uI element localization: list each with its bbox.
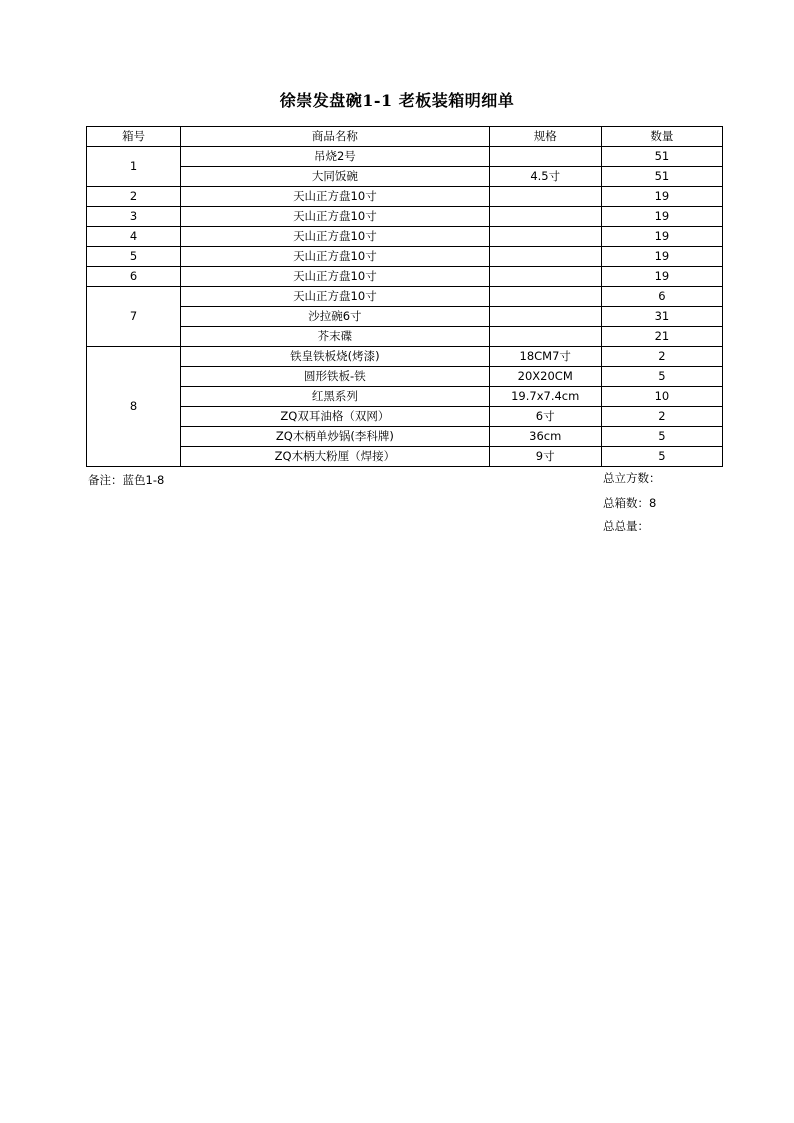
header-box-number: 箱号 xyxy=(87,127,181,147)
product-name-cell: 沙拉碗6寸 xyxy=(181,307,489,327)
table-row xyxy=(87,407,723,427)
box-number-cell: 6 xyxy=(87,267,181,287)
product-name-cell: 天山正方盘10寸 xyxy=(181,287,489,307)
product-name-cell: 天山正方盘10寸 xyxy=(181,267,489,287)
product-name-cell: ZQ双耳油格（双网） xyxy=(181,407,489,427)
table-row xyxy=(87,347,723,367)
quantity-cell: 2 xyxy=(601,407,722,427)
spec-cell xyxy=(489,187,601,207)
table-row xyxy=(87,167,723,187)
spec-cell xyxy=(489,147,601,167)
quantity-cell: 19 xyxy=(601,187,722,207)
spec-cell: 36cm xyxy=(489,427,601,447)
product-name-cell: 芥末碟 xyxy=(181,327,489,347)
header-quantity: 数量 xyxy=(601,127,722,147)
quantity-cell: 51 xyxy=(601,147,722,167)
table-row xyxy=(87,387,723,407)
box-number-cell: 4 xyxy=(87,227,181,247)
spec-cell: 19.7x7.4cm xyxy=(489,387,601,407)
quantity-cell: 5 xyxy=(601,367,722,387)
product-name-cell: 天山正方盘10寸 xyxy=(181,247,489,267)
document-title: 徐崇发盘碗1-1 老板装箱明细单 xyxy=(279,91,515,110)
quantity-cell: 31 xyxy=(601,307,722,327)
quantity-cell: 5 xyxy=(601,447,722,467)
quantity-cell: 19 xyxy=(601,207,722,227)
quantity-cell: 6 xyxy=(601,287,722,307)
product-name-cell: 天山正方盘10寸 xyxy=(181,227,489,247)
product-name-cell: 红黑系列 xyxy=(181,387,489,407)
total-boxes-line xyxy=(603,495,656,511)
spec-cell: 4.5寸 xyxy=(489,167,601,187)
quantity-cell: 19 xyxy=(601,247,722,267)
table-row xyxy=(87,227,723,247)
table-row xyxy=(87,267,723,287)
total-weight-label: 总总量： xyxy=(603,519,649,533)
product-name-cell: 大同饭碗 xyxy=(181,167,489,187)
total-boxes-value: 8 xyxy=(649,496,657,510)
total-volume-label: 总立方数： xyxy=(603,471,661,485)
spec-cell xyxy=(489,267,601,287)
box-number-cell: 8 xyxy=(87,347,181,467)
product-name-cell: 铁皇铁板烧(烤漆) xyxy=(181,347,489,367)
box-number-cell: 5 xyxy=(87,247,181,267)
box-number-cell: 3 xyxy=(87,207,181,227)
total-boxes-label: 总箱数： xyxy=(603,496,649,510)
box-number-cell: 7 xyxy=(87,287,181,347)
table-row xyxy=(87,147,723,167)
spec-cell: 9寸 xyxy=(489,447,601,467)
table-row xyxy=(87,187,723,207)
quantity-cell: 19 xyxy=(601,267,722,287)
spec-cell xyxy=(489,247,601,267)
header-spec: 规格 xyxy=(489,127,601,147)
table-row xyxy=(87,427,723,447)
packing-list-table xyxy=(86,126,723,467)
table-row xyxy=(87,247,723,267)
spec-cell: 18CM7寸 xyxy=(489,347,601,367)
spec-cell: 20X20CM xyxy=(489,367,601,387)
spec-cell: 6寸 xyxy=(489,407,601,427)
table-row xyxy=(87,207,723,227)
quantity-cell: 2 xyxy=(601,347,722,367)
box-number-cell: 2 xyxy=(87,187,181,207)
quantity-cell: 19 xyxy=(601,227,722,247)
spec-cell xyxy=(489,287,601,307)
product-name-cell: 吊烧2号 xyxy=(181,147,489,167)
quantity-cell: 5 xyxy=(601,427,722,447)
spec-cell xyxy=(489,207,601,227)
table-row xyxy=(87,327,723,347)
table-row xyxy=(87,367,723,387)
product-name-cell: 圆形铁板-铁 xyxy=(181,367,489,387)
table-row xyxy=(87,307,723,327)
remark-note: 备注：蓝色1-8 xyxy=(88,473,165,487)
product-name-cell: 天山正方盘10寸 xyxy=(181,207,489,227)
header-product-name: 商品名称 xyxy=(181,127,489,147)
box-number-cell: 1 xyxy=(87,147,181,187)
table-row xyxy=(87,447,723,467)
quantity-cell: 21 xyxy=(601,327,722,347)
quantity-cell: 10 xyxy=(601,387,722,407)
product-name-cell: ZQ木柄大粉厘（焊接） xyxy=(181,447,489,467)
table-row xyxy=(87,287,723,307)
product-name-cell: 天山正方盘10寸 xyxy=(181,187,489,207)
quantity-cell: 51 xyxy=(601,167,722,187)
spec-cell xyxy=(489,307,601,327)
table-header-row xyxy=(87,127,723,147)
spec-cell xyxy=(489,227,601,247)
spec-cell xyxy=(489,327,601,347)
product-name-cell: ZQ木柄单炒锅(李科牌) xyxy=(181,427,489,447)
